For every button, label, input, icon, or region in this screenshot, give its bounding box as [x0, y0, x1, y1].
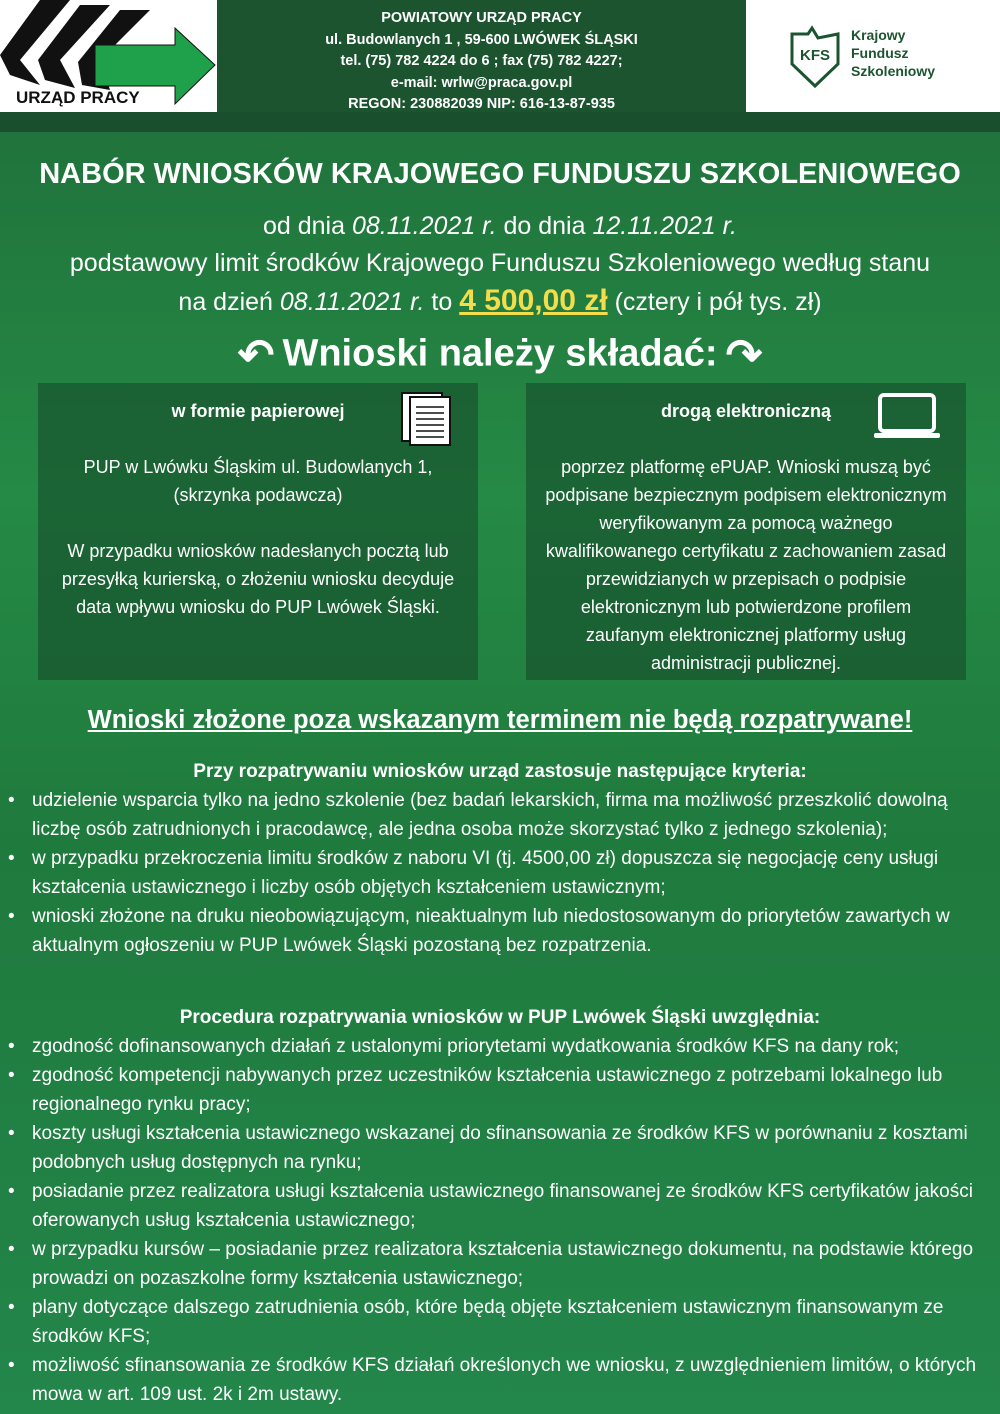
limit-amount: 4 500,00 zł — [459, 284, 608, 317]
criteria-section — [0, 757, 1000, 960]
limit-mid: to — [424, 288, 460, 316]
curved-arrow-left-icon: ↶ — [237, 331, 275, 380]
svg-text:KFS: KFS — [800, 47, 830, 64]
email: e-mail: wrlw@praca.gov.pl — [390, 74, 573, 91]
procedure-section — [0, 1003, 1000, 1409]
from-label: od dnia — [262, 212, 352, 240]
address: ul. Budowlanych 1 , 59-600 LWÓWEK ŚLĄSKI — [325, 31, 638, 48]
electronic-title: drogą elektroniczną — [660, 401, 832, 421]
list-item: • wnioski złożone na druku nieobowiązującym, nieaktualnym lub niedostosowanym do priorytetów zawartych w aktualnym ogłoszeniu w PUP Lwówek Śląski pozostaną bez rozpatrzenia. — [32, 902, 990, 960]
dates-and-limit — [0, 208, 1000, 321]
list-item: • możliwość sfinansowania ze środków KFS działań określonych we wniosku, z uwzględnieniem limitów, o których mowa w art. 109 ust. 2k i 2m ustawy. — [32, 1351, 990, 1409]
limit-date: 08.11.2021 r. — [279, 288, 425, 316]
limit-words: (cztery i pół tys. zł) — [607, 288, 822, 316]
logo-text: URZĄD PRACY — [16, 88, 140, 107]
deadline-warning: Wnioski złożone poza wskazanym terminem nie będą rozpatrywane! — [87, 706, 913, 734]
urzad-pracy-logo — [0, 0, 217, 112]
office-name: POWIATOWY URZĄD PRACY — [381, 10, 582, 26]
electronic-submission-box — [526, 383, 966, 680]
list-item: • zgodność kompetencji nabywanych przez uczestników kształcenia ustawicznego z potrzebami lokalnego lub regionalnego rynku pracy; — [32, 1061, 990, 1119]
contact-info — [217, 8, 746, 116]
laptop-icon — [872, 391, 942, 441]
list-item: • posiadanie przez realizatora usługi kształcenia ustawicznego finansowanej ze środków KFS certyfikatów jakości oferowanych usług kształcenia ustawicznego; — [32, 1177, 990, 1235]
paper-address: PUP w Lwówku Śląskim ul. Budowlanych 1, (skrzynka podawcza) — [83, 457, 433, 505]
list-item: • zgodność dofinansowanych działań z ustalonymi priorytetami wydatkowania środków KFS na dany rok; — [32, 1032, 990, 1061]
kfs-name-line: Krajowy — [851, 27, 906, 43]
submit-heading-text: Wnioski należy składać: — [282, 332, 718, 375]
from-date: 08.11.2021 r. — [351, 212, 497, 240]
document-icon — [400, 391, 454, 447]
kfs-name-line: Szkoleniowy — [851, 63, 936, 79]
to-date: 12.11.2021 r. — [592, 212, 737, 240]
list-item: • w przypadku kursów – posiadanie przez realizatora kształcenia ustawicznego dokumentu, na podstawie którego prowadzi on pozaszkolne formy kształcenia ustawicznego; — [32, 1235, 990, 1293]
list-item: • udzielenie wsparcia tylko na jedno szkolenie (bez badań lekarskich, firma ma możliwość przeszkolić dowolną liczbę osób zatrudnionych i pracodawcę, ale jedna osoba może skorzystać tylko z jednego szkolenia); — [32, 786, 990, 844]
procedure-heading: Procedura rozpatrywania wniosków w PUP Lwówek Śląski uwzględnia: — [179, 1007, 821, 1028]
to-label: do dnia — [496, 212, 593, 240]
regon-nip: REGON: 230882039 NIP: 616-13-87-935 — [348, 96, 615, 112]
submit-heading — [0, 330, 1000, 381]
paper-note: W przypadku wniosków nadesłanych pocztą lub przesyłką kurierską, o złożeniu wniosku decyduje data wpływu wniosku do PUP Lwówek Śląski. — [61, 541, 455, 617]
kfs-name — [851, 26, 935, 80]
list-item: • plany dotyczące dalszego zatrudnienia osób, które będą objęte kształceniem ustawicznym finansowanym ze środków KFS; — [32, 1293, 990, 1351]
phone: tel. (75) 782 4224 do 6 ; fax (75) 782 4227; — [340, 53, 623, 69]
kfs-name-line: Fundusz — [851, 45, 909, 61]
paper-submission-box — [38, 383, 478, 680]
criteria-heading: Przy rozpatrywaniu wniosków urząd zastosuje następujące kryteria: — [193, 761, 807, 782]
kfs-logo — [746, 0, 1000, 112]
electronic-description: poprzez platformę ePUAP. Wnioski muszą być podpisane bezpiecznym podpisem elektronicznym weryfikowanym za pomocą ważnego kwalifikowanego certyfikatu z zachowaniem zasad przewidzianych w przepisach o podpisie elektronicznym lub potwierdzone profilem zaufanym elektronicznej platformy usług administracji publicznej. — [545, 457, 947, 673]
limit-line: podstawowy limit środków Krajowego Funduszu Szkoleniowego według stanu — [69, 249, 931, 277]
kfs-shield-icon — [788, 24, 848, 94]
curved-arrow-right-icon: ↷ — [725, 331, 763, 380]
list-item: • w przypadku przekroczenia limitu środków z naboru VI (tj. 4500,00 zł) dopuszcza się negocjację ceny usługi kształcenia ustawicznego i liczby osób objętych kształceniem ustawicznym; — [32, 844, 990, 902]
paper-title: w formie papierowej — [171, 401, 345, 421]
limit-prefix: na dzień — [178, 288, 280, 316]
list-item: • koszty usługi kształcenia ustawicznego wskazanej do sfinansowania ze środków KFS w porównaniu z kosztami podobnych usług dostępnych na rynku; — [32, 1119, 990, 1177]
page-title: NABÓR WNIOSKÓW KRAJOWEGO FUNDUSZU SZKOLENIOWEGO — [39, 158, 961, 190]
